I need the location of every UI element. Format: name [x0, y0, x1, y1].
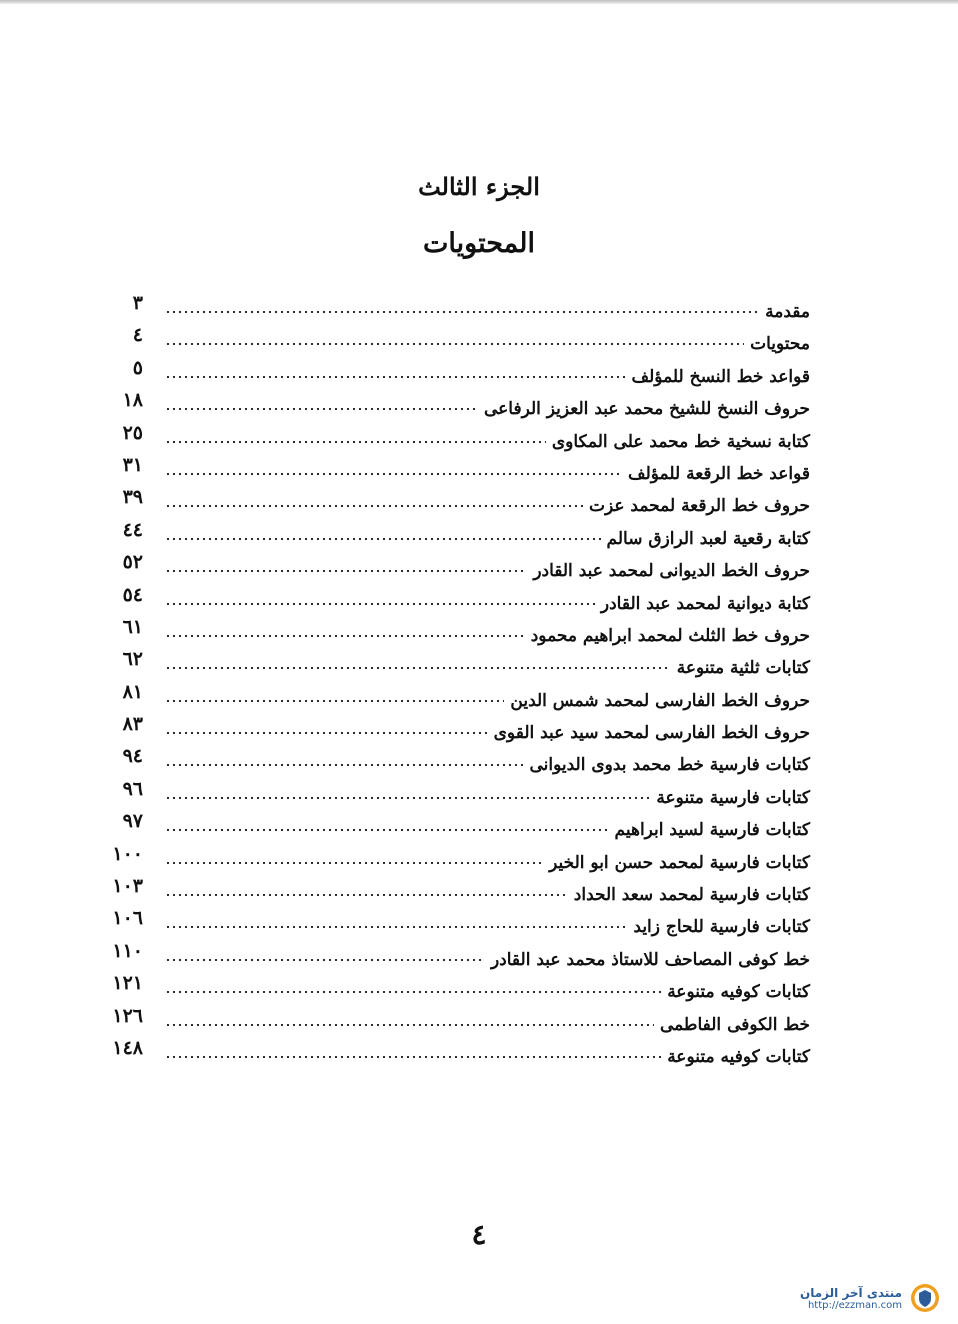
toc-entry: [95, 616, 810, 648]
toc-entry: [95, 843, 810, 875]
toc-line: [165, 1047, 810, 1067]
toc-title: كتابة ديوانية لمحمد عبد القادر: [600, 593, 810, 614]
toc-entry: [95, 810, 810, 842]
toc-line: [165, 334, 810, 354]
toc-line: [165, 658, 810, 678]
toc-line: [165, 529, 810, 549]
toc-entry: [95, 292, 810, 324]
toc-title: خط كوفى المصاحف للاستاذ محمد عبد القادر: [490, 949, 810, 970]
toc-line: [165, 561, 810, 581]
toc-entry: [95, 972, 810, 1004]
shield-logo-icon: [910, 1283, 940, 1313]
toc-leader-dots: [165, 307, 759, 317]
toc-title: كتابات فارسية لمحمد سعد الحداد: [573, 885, 810, 906]
toc-line: [165, 399, 810, 419]
toc-leader-dots: [165, 469, 622, 479]
toc-title: محتويات: [750, 334, 810, 355]
toc-entry: [95, 875, 810, 907]
toc-leader-dots: [165, 955, 485, 965]
toc-page-number: ١٤٨: [112, 1036, 143, 1059]
toc-page-number: ١٠٠: [112, 842, 143, 865]
toc-entry: [95, 1005, 810, 1037]
toc-line: [165, 788, 810, 808]
toc-line: [165, 917, 810, 937]
toc-entry: [95, 454, 810, 486]
toc-line: [165, 626, 810, 646]
contents-title: المحتويات: [422, 228, 536, 259]
toc-page-number: ٣١: [122, 453, 143, 476]
toc-title: حروف خط الثلث لمحمد ابراهيم محمود: [530, 625, 810, 646]
toc-page-number: ١٢١: [112, 972, 143, 995]
toc-title: كتابات فارسية خط محمد بدوى الديوانى: [529, 755, 810, 776]
toc-leader-dots: [165, 858, 543, 868]
toc-line: [165, 367, 810, 387]
toc-leader-dots: [165, 566, 527, 576]
toc-page-number: ٩٧: [122, 810, 143, 833]
toc-leader-dots: [165, 404, 478, 414]
toc-title: كتابات فارسية لمحمد حسن ابو الخير: [549, 852, 810, 873]
toc-entry: [95, 357, 810, 389]
toc-page-number: ٤٤: [122, 518, 143, 541]
toc-title: كتابة رقعية لعبد الرازق سالم: [606, 528, 810, 549]
toc-line: [165, 755, 810, 775]
toc-title: كتابات فارسية للحاج زايد: [633, 917, 810, 938]
toc-page-number: ٩٤: [122, 745, 143, 768]
toc-entry: [95, 519, 810, 551]
toc-page-number: ٥: [132, 356, 143, 379]
toc-entry: [95, 389, 810, 421]
toc-entry: [95, 907, 810, 939]
toc-entry: [95, 486, 810, 518]
toc-leader-dots: [165, 437, 546, 447]
toc-leader-dots: [165, 599, 595, 609]
toc-title: قواعد خط الرقعة للمؤلف: [627, 463, 810, 484]
toc-line: [165, 820, 810, 840]
toc-entry: [95, 422, 810, 454]
toc-entry: [95, 648, 810, 680]
toc-leader-dots: [165, 728, 488, 738]
toc-entry: [95, 551, 810, 583]
toc-entry: [95, 324, 810, 356]
forum-watermark: [800, 1280, 940, 1316]
toc-page-number: ١١٠: [112, 939, 143, 962]
toc-leader-dots: [165, 922, 627, 932]
toc-line: [165, 496, 810, 516]
toc-line: [165, 1015, 810, 1035]
toc-leader-dots: [165, 696, 504, 706]
toc-leader-dots: [165, 631, 525, 641]
toc-page-number: ٩٦: [122, 777, 143, 800]
toc-entry: [95, 778, 810, 810]
toc-line: [165, 982, 810, 1002]
toc-page-number: ١٢٦: [112, 1004, 143, 1027]
toc-title: كتابة نسخية خط محمد على المكاوى: [551, 431, 810, 452]
toc-entry: [95, 1037, 810, 1069]
toc-page-number: ١٨: [122, 389, 143, 412]
toc-leader-dots: [165, 534, 601, 544]
toc-entry: [95, 681, 810, 713]
toc-title: حروف الخط الديوانى لمحمد عبد القادر: [533, 561, 810, 582]
toc-line: [165, 950, 810, 970]
toc-line: [165, 691, 810, 711]
toc-entry: [95, 584, 810, 616]
toc-leader-dots: [165, 793, 650, 803]
toc-line: [165, 432, 810, 452]
toc-page-number: ١٠٦: [112, 907, 143, 930]
toc-entry: [95, 940, 810, 972]
toc-title: كتابات فارسية متنوعة: [656, 787, 810, 808]
toc-page-number: ٦١: [122, 615, 143, 638]
toc-page-number: ٦٢: [122, 648, 143, 671]
watermark-name: منتدى آخر الزمان: [800, 1285, 902, 1300]
toc-title: حروف الخط الفارسى لمحمد سيد عبد القوى: [493, 723, 810, 744]
toc-title: حروف الخط الفارسى لمحمد شمس الدين: [510, 690, 810, 711]
toc-leader-dots: [165, 1052, 661, 1062]
toc-line: [165, 853, 810, 873]
toc-page-number: ٢٥: [122, 421, 143, 444]
toc-leader-dots: [165, 372, 626, 382]
toc-title: حروف خط الرقعة لمحمد عزت: [588, 496, 810, 517]
toc-entry: [95, 745, 810, 777]
toc-leader-dots: [165, 987, 661, 997]
toc-page-number: ٤: [132, 324, 143, 347]
toc-title: كتابات فارسية لسيد ابراهيم: [614, 820, 810, 841]
toc-leader-dots: [165, 663, 671, 673]
toc-entry: [95, 713, 810, 745]
toc-page-number: ٨٣: [122, 713, 143, 736]
toc-page-number: ١٠٣: [112, 875, 143, 898]
toc-page-number: ٥٢: [122, 551, 143, 574]
toc-leader-dots: [165, 1020, 654, 1030]
toc-line: [165, 885, 810, 905]
part-title: الجزء الثالث: [418, 172, 540, 201]
toc-title: مقدمة: [765, 302, 810, 322]
watermark-text: [800, 1286, 902, 1311]
top-edge-bar: [0, 0, 958, 4]
toc-leader-dots: [165, 339, 744, 349]
toc-line: [165, 594, 810, 614]
toc-leader-dots: [165, 825, 609, 835]
toc-leader-dots: [165, 501, 583, 511]
toc-title: كتابات كوفيه متنوعة: [667, 1046, 810, 1067]
toc-title: كتابات كوفيه متنوعة: [667, 982, 810, 1003]
toc-leader-dots: [165, 760, 523, 770]
toc-title: حروف النسخ للشيخ محمد عبد العزيز الرفاعى: [483, 399, 810, 420]
toc-page-number: ٣: [132, 292, 143, 314]
toc-title: خط الكوفى الفاطمى: [659, 1014, 810, 1035]
toc-title: كتابات ثلثية متنوعة: [676, 658, 810, 679]
table-of-contents: [95, 292, 810, 1069]
toc-page-number: ٥٤: [122, 583, 143, 606]
toc-leader-dots: [165, 890, 568, 900]
watermark-url: http://ezzman.com: [807, 1299, 902, 1311]
toc-page-number: ٨١: [122, 680, 143, 703]
toc-title: قواعد خط النسخ للمؤلف: [631, 366, 810, 387]
toc-line: [165, 723, 810, 743]
toc-line: [165, 464, 810, 484]
toc-line: [165, 302, 810, 322]
page-number: ٤: [471, 1218, 487, 1251]
toc-page-number: ٣٩: [122, 486, 143, 509]
